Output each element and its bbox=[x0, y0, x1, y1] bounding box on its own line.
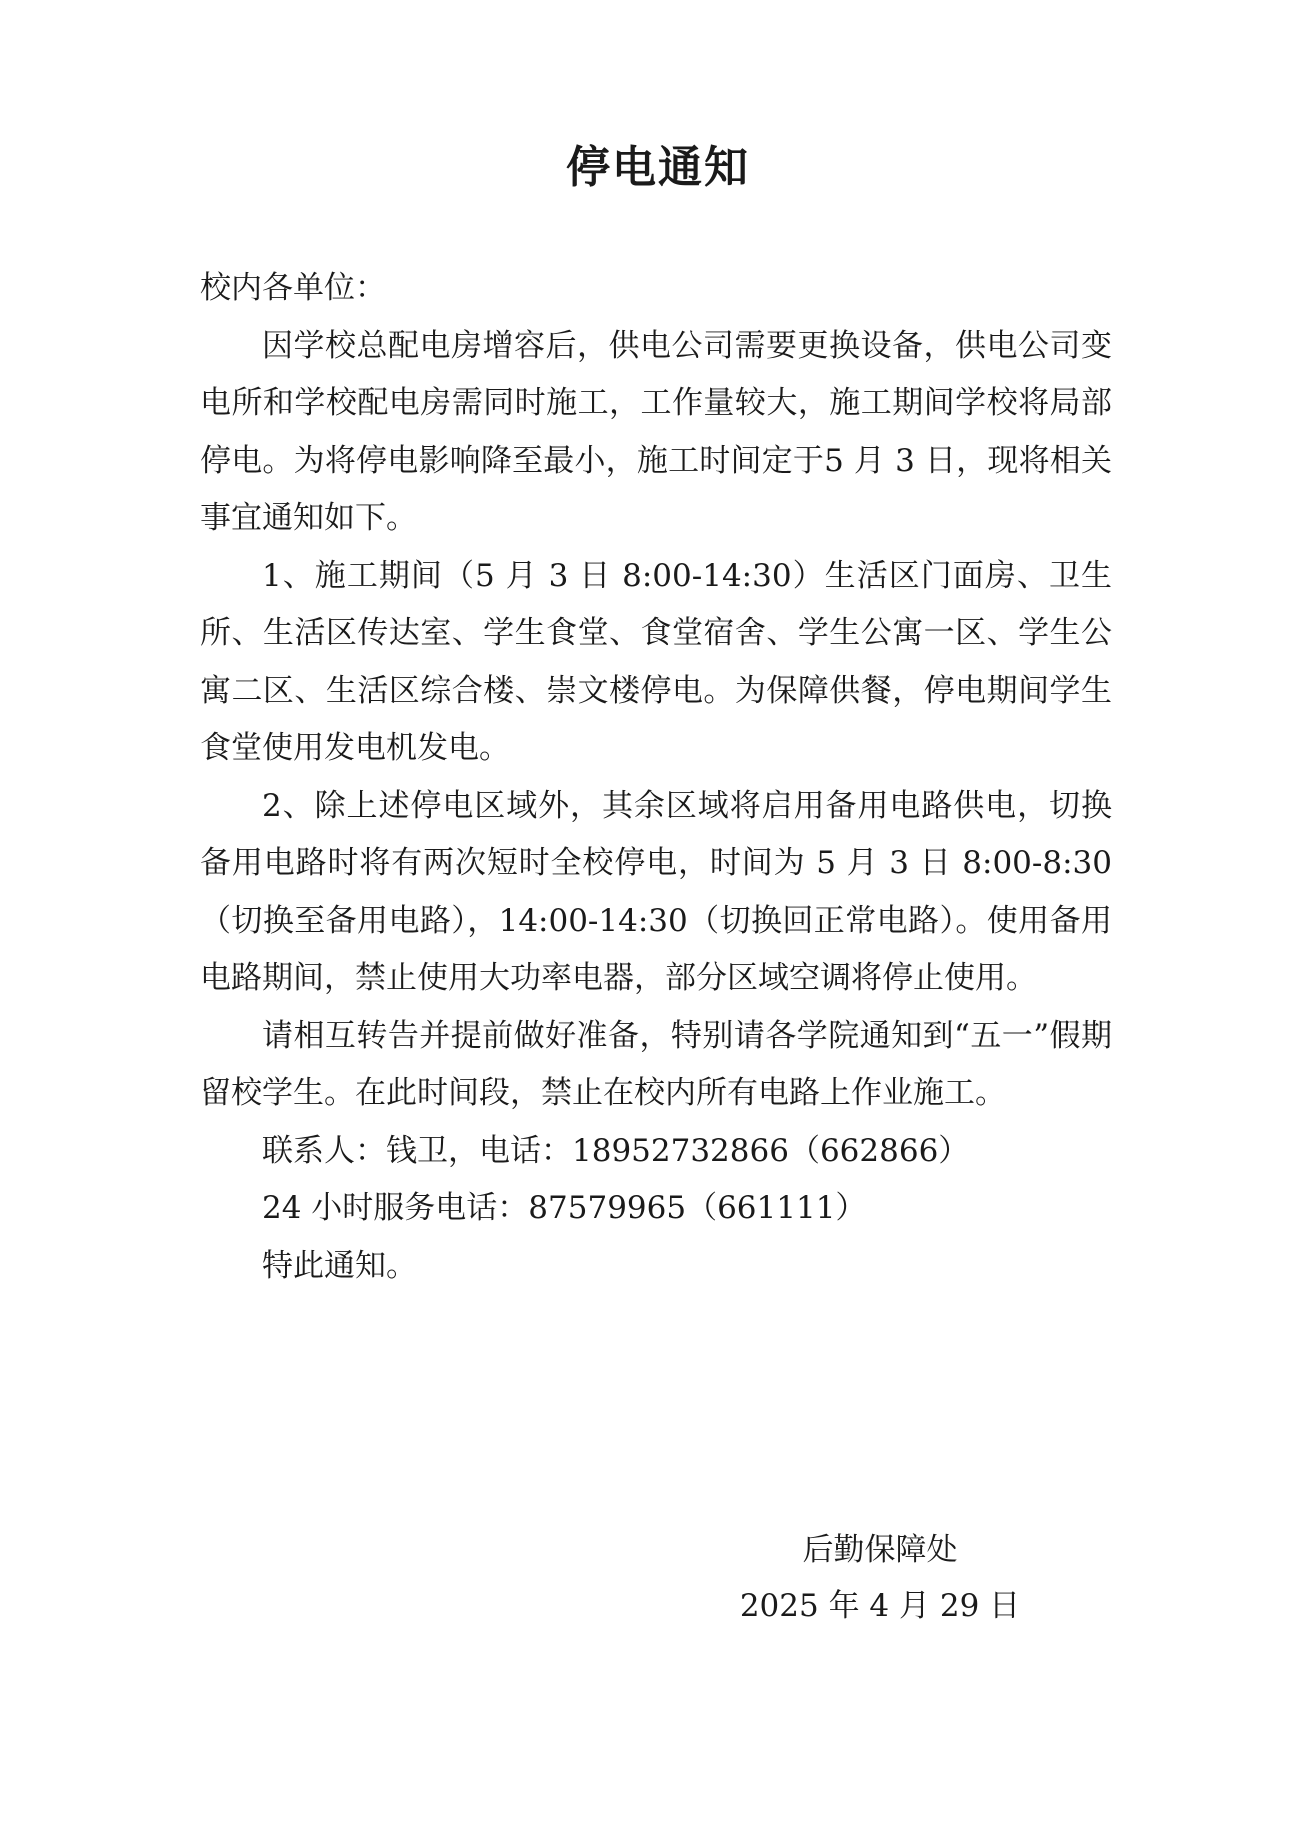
paragraph-request: 请相互转告并提前做好准备，特别请各学院通知到“五一”假期留校学生。在此时间段，禁止在校内所有电路上作业施工。 bbox=[200, 1017, 1112, 1111]
service-phone-line: 24 小时服务电话：87579965（661111） bbox=[262, 1190, 867, 1226]
document-title: 停电通知 bbox=[566, 142, 750, 193]
signature-date: 2025 年 4 月 29 日 bbox=[739, 1588, 1021, 1624]
paragraph-item-2: 2、除上述停电区域外，其余区域将启用备用电路供电，切换备用电路时将有两次短时全校停电，时间为 5 月 3 日 8:00-8:30（切换至备用电路），14:00-14:30（切换回正常电路）。使用备用电路期间，禁止使用大功率电器，部分区域空调将停止使用。 bbox=[200, 787, 1112, 996]
contact-line: 联系人：钱卫，电话：18952732866（662866） bbox=[262, 1132, 970, 1169]
salutation: 校内各单位： bbox=[200, 270, 386, 306]
document-body bbox=[200, 260, 1112, 1295]
paragraph-intro: 因学校总配电房增容后，供电公司需要更换设备，供电公司变电所和学校配电房需同时施工，工作量较大，施工期间学校将局部停电。为将停电影响降至最小，施工时间定于5 月 3 日，现将相关事宜通知如下。 bbox=[200, 327, 1112, 536]
signature-organization: 后勤保障处 bbox=[802, 1532, 958, 1568]
closing-line: 特此通知。 bbox=[262, 1247, 417, 1284]
paragraph-item-1: 1、施工期间（5 月 3 日 8:00-14:30）生活区门面房、卫生所、生活区传达室、学生食堂、食堂宿舍、学生公寓一区、学生公寓二区、生活区综合楼、崇文楼停电。为保障供餐，停电期间学生食堂使用发电机发电。 bbox=[200, 557, 1112, 766]
